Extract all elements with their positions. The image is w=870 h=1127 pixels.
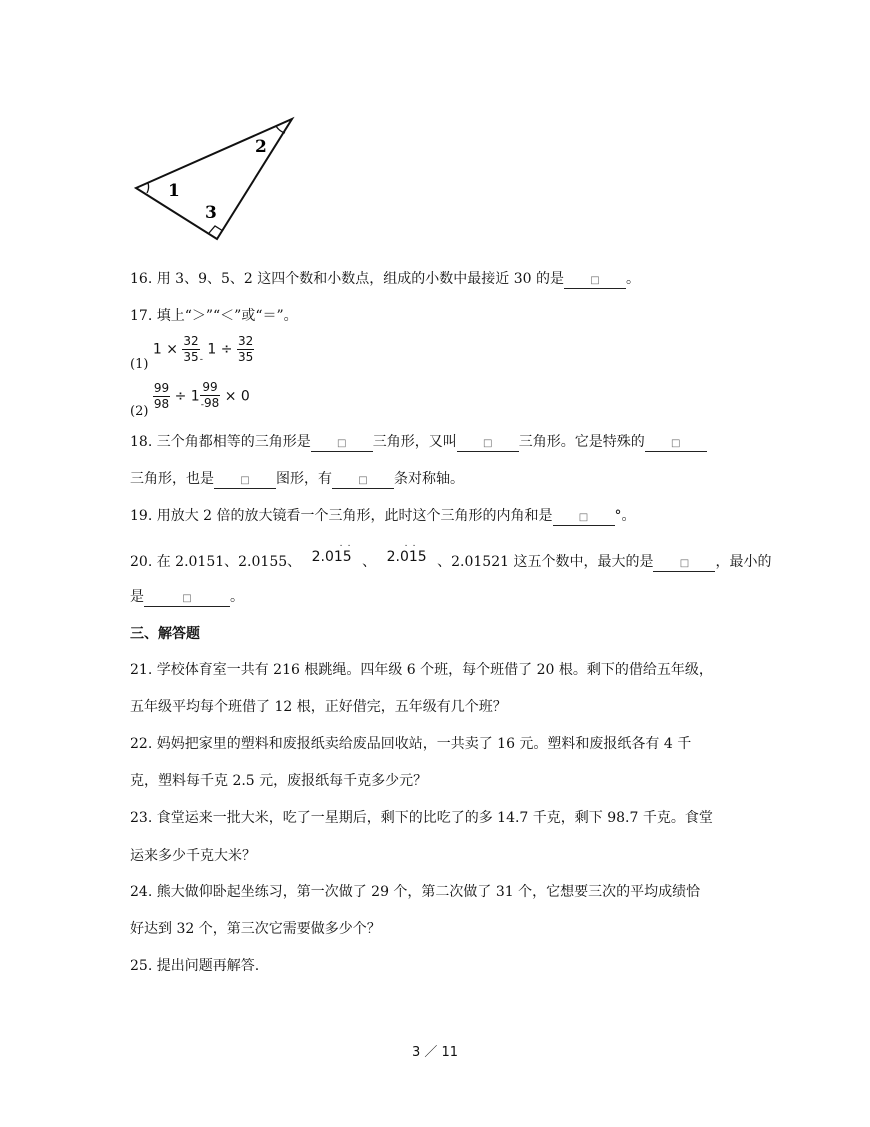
answer-blank-18c[interactable]: □ — [645, 435, 707, 452]
answer-blank-18e[interactable]: □ — [332, 472, 394, 489]
question-18-line-2: 三角形，也是 □ 图形，有 □ 条对称轴。 — [130, 471, 464, 487]
question-16: 16. 用 3、9、5、2 这四个数和小数点，组成的小数中最接近 30 的是 □ 。 — [130, 271, 640, 287]
answer-blank-20a[interactable]: □ — [653, 555, 715, 572]
angle-arc-left — [147, 183, 149, 193]
answer-blank-18b[interactable]: □ — [457, 435, 519, 452]
question-17-part-2: (2) $\frac{99}{98}$ ÷ 1 $\frac{99}{-98}$ × 0 — [130, 380, 250, 419]
repeating-decimal-1: . . 2.015 — [311, 539, 352, 565]
question-23-line-2: 运来多少千克大米？ — [130, 848, 256, 864]
fraction-99-98-b: $\frac{99}{-98}$ — [200, 380, 220, 410]
answer-blank-18a[interactable]: □ — [311, 435, 373, 452]
question-22-line-1: 22. 妈妈把家里的塑料和废报纸卖给废品回收站，一共卖了 16 元。塑料和废报纸各有 4 千 — [130, 736, 692, 752]
question-17-part-1: (1) 1 × $\frac{32}{35}$ $_-$ 1 ÷ $\frac{32}{35}$ — [130, 334, 254, 372]
question-23-line-1: 23. 食堂运来一批大米，吃了一星期后，剩下的比吃了的多 14.7 千克，剩下 98.7 千克。食堂 — [130, 810, 713, 826]
fraction-99-98-a: $\frac{99}{98}$ — [153, 381, 170, 411]
question-21-line-1: 21. 学校体育室一共有 216 根跳绳。四年级 6 个班，每个班借了 20 根。剩下的借给五年级， — [130, 662, 713, 678]
answer-blank-18d[interactable]: □ — [214, 472, 276, 489]
answer-blank-16[interactable]: □ — [564, 272, 626, 289]
section-3-heading: 三、解答题 — [130, 626, 200, 642]
question-21-line-2: 五年级平均每个班借了 12 根，正好借完，五年级有几个班？ — [130, 699, 507, 715]
question-20-line-2: 是 □ 。 — [130, 589, 244, 605]
fraction-32-35-a: $\frac{32}{35}$ — [183, 334, 199, 364]
answer-blank-19[interactable]: □ — [553, 509, 615, 526]
question-20-line-1: 20. 在 2.0151、2.0155、 . . 2.015 、 . . 2.015 、2.01521 这五个数中，最大的是 □ ，最小的 — [130, 539, 772, 570]
question-24-line-1: 24. 熊大做仰卧起坐练习，第一次做了 29 个，第二次做了 31 个，它想要三次的平均成绩恰 — [130, 884, 701, 900]
question-25: 25. 提出问题再解答. — [130, 958, 260, 974]
page-number: 3 ／ 11 — [412, 1045, 459, 1060]
question-19: 19. 用放大 2 倍的放大镜看一个三角形，此时这个三角形的内角和是 □ °。 — [130, 508, 636, 524]
repeating-decimal-2: . . 2.015 — [386, 539, 427, 565]
question-16-text: 16. 用 3、9、5、2 这四个数和小数点，组成的小数中最接近 30 的是 — [130, 271, 564, 287]
question-22-line-2: 克，塑料每千克 2.5 元，废报纸每千克多少元？ — [130, 773, 428, 789]
angle-label-1: 1 — [168, 181, 180, 201]
angle-label-2: 2 — [255, 137, 267, 157]
question-18-line-1: 18. 三个角都相等的三角形是 □ 三角形，又叫 □ 三角形。它是特殊的 □ — [130, 431, 707, 452]
angle-label-3: 3 — [205, 203, 217, 223]
angle-arc-top — [276, 126, 285, 133]
question-17-text: 17. 填上“＞”“＜”或“＝”。 — [130, 308, 298, 324]
answer-blank-20b[interactable]: □ — [144, 590, 230, 607]
triangle-figure — [128, 112, 304, 246]
question-24-line-2: 好达到 32 个，第三次它需要做多少个？ — [130, 921, 381, 937]
fraction-32-35-b: $\frac{32}{35}$ — [237, 334, 254, 364]
